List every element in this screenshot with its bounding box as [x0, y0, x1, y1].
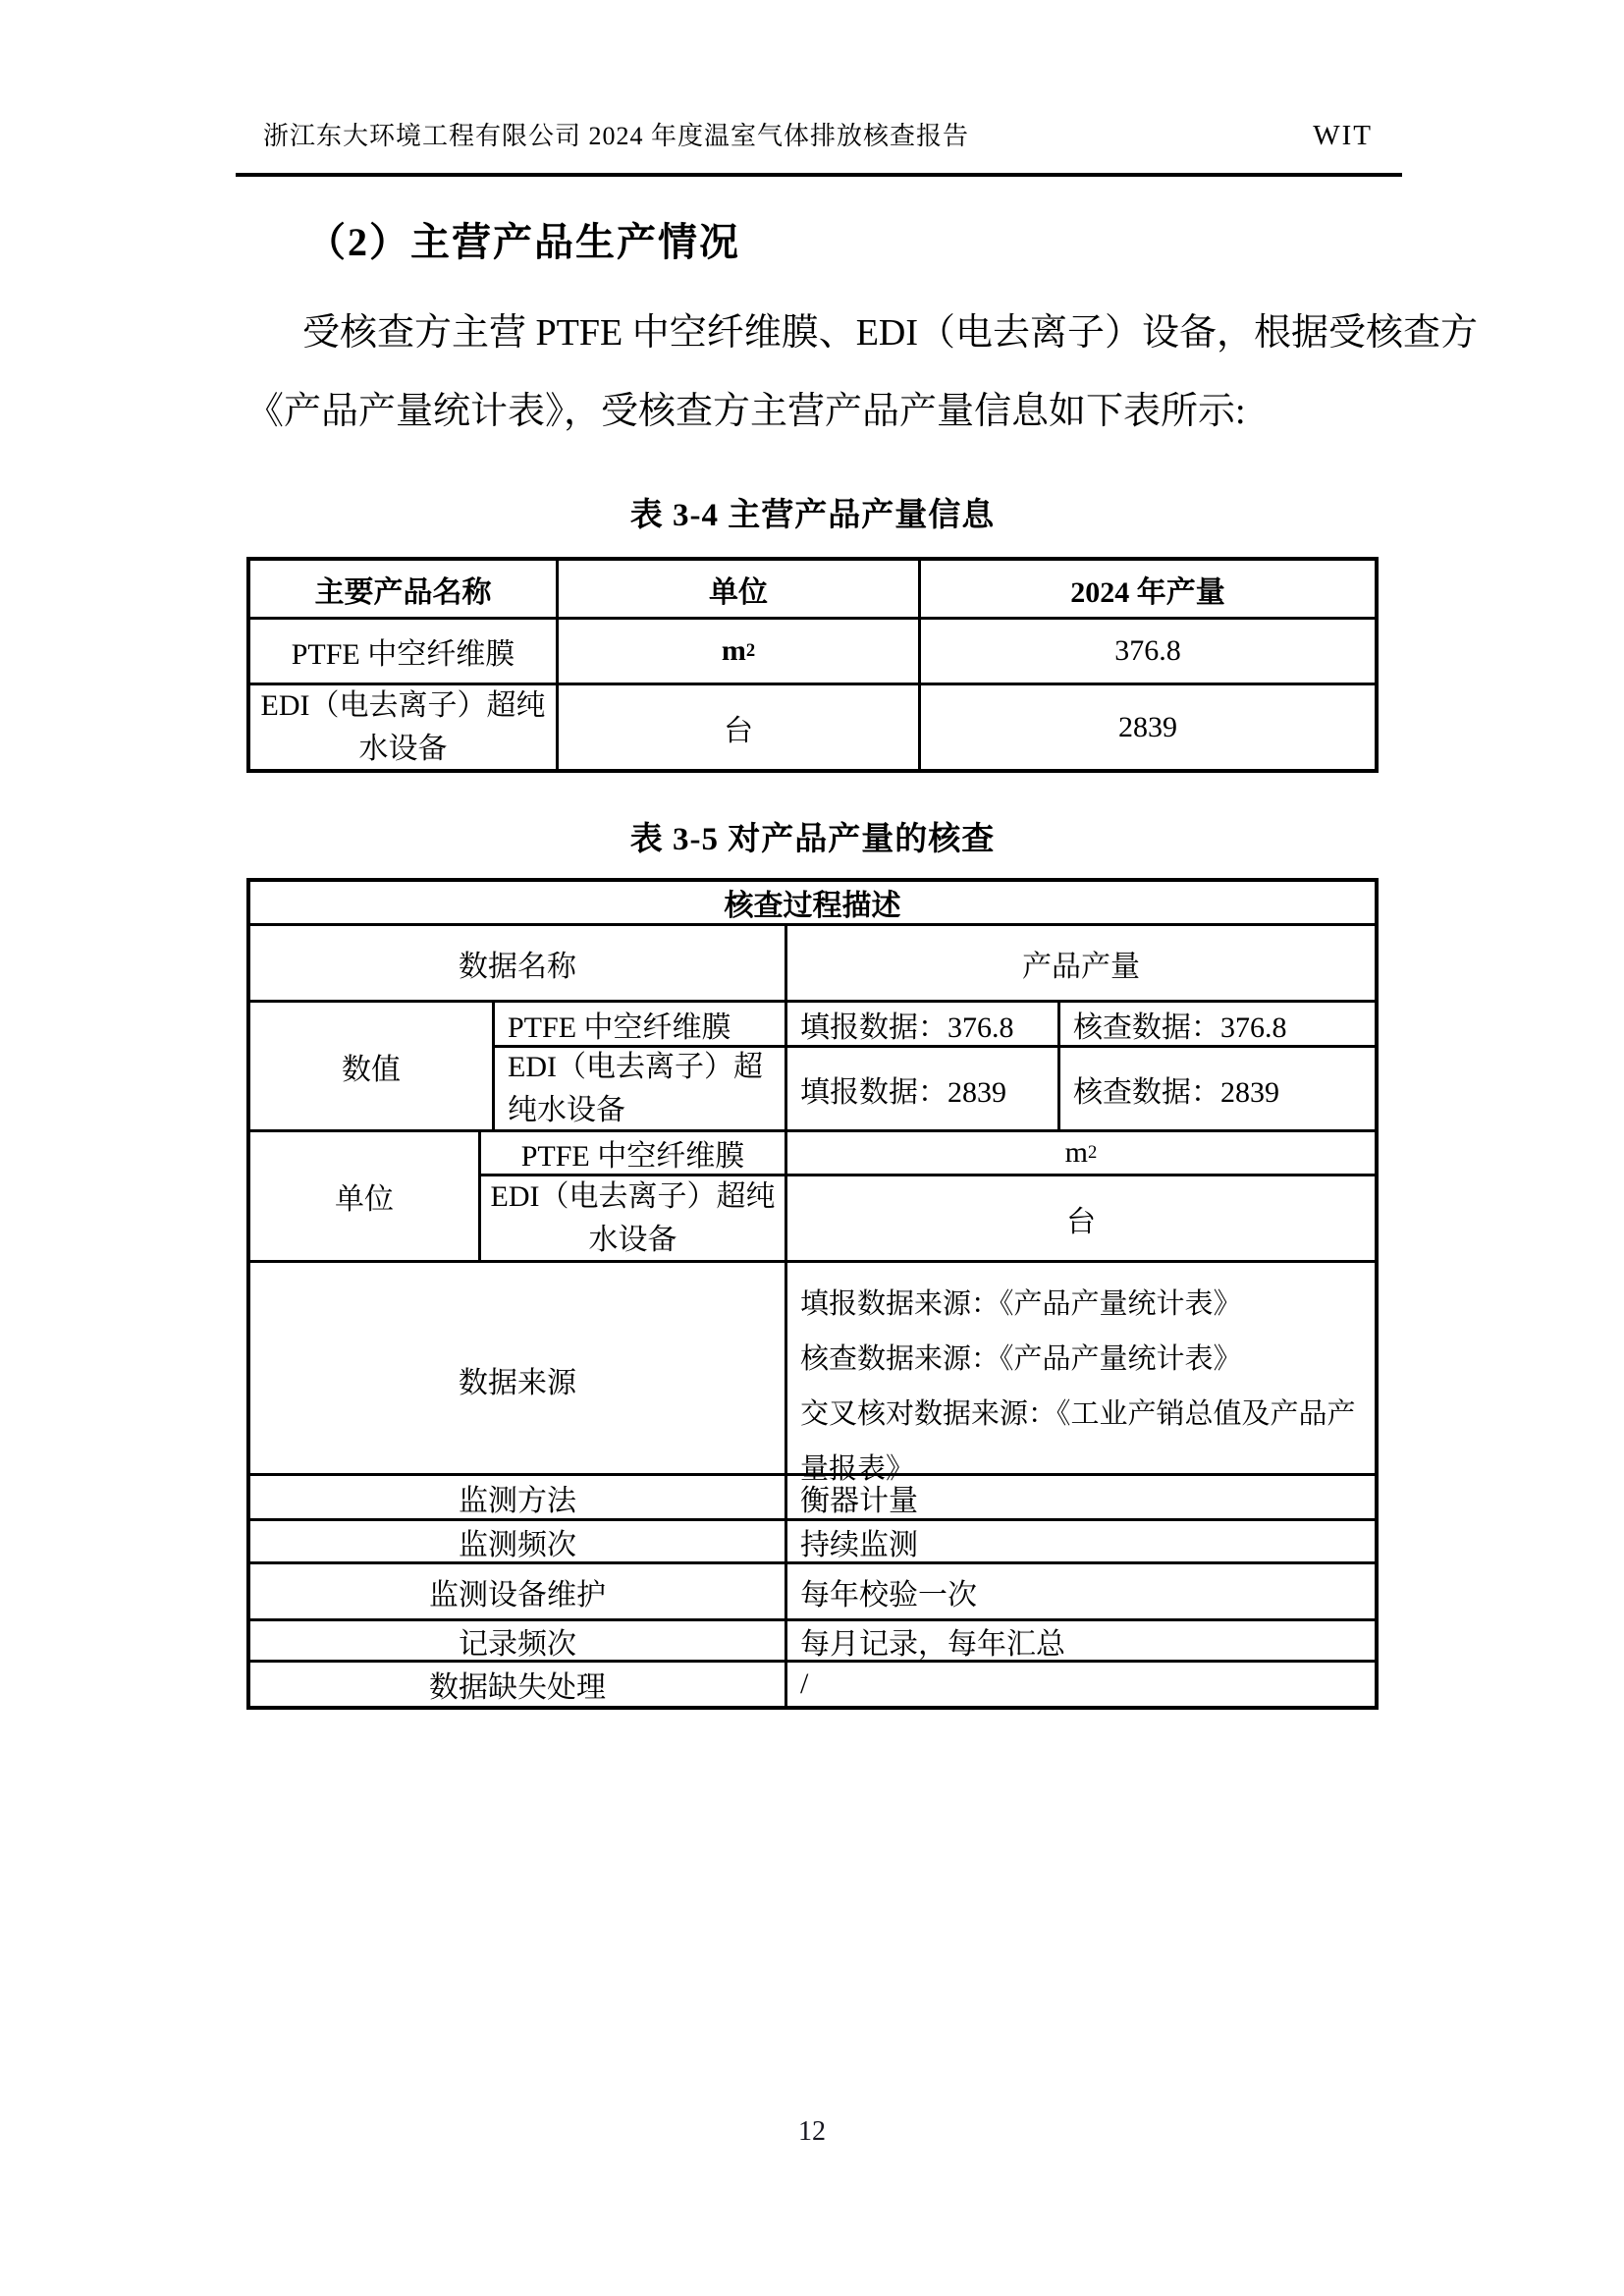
table-3-4 [246, 557, 1379, 773]
t5-row-monitor-frequency [250, 1521, 1375, 1564]
t5-process-header: 核查过程描述 [724, 890, 901, 922]
t5-row-record-frequency [250, 1621, 1375, 1663]
row-label: 监测设备维护 [250, 1564, 787, 1618]
source-line: 交叉核对数据来源：《工业产销总值及产品产量报表》 [800, 1398, 1356, 1485]
t5-units-section [250, 1132, 1375, 1263]
table-3-5-title: 表 3-5 对产品产量的核查 [629, 822, 996, 857]
t5-row-equipment-maintenance [250, 1564, 1375, 1621]
t5-data-name-label: 数据名称 [250, 926, 787, 1000]
t4-row2-output: 2839 [1118, 710, 1177, 743]
t4-col-header-unit: 单位 [559, 561, 921, 620]
t5-source-section [250, 1263, 1375, 1485]
t5-row-monitor-method [250, 1476, 1375, 1521]
section-heading: （2）主营产品生产情况 [306, 220, 740, 264]
header-title: 浙江东大环境工程有限公司 2024 年度温室气体排放核查报告 [263, 122, 970, 150]
t4-col-header-name: 主要产品名称 [250, 561, 559, 620]
t4-row2-unit [559, 685, 921, 769]
t5-values-row1-verified: 核查数据：376.8 [1060, 1003, 1375, 1048]
t5-values-row2-reported: 填报数据：2839 [787, 1048, 1060, 1129]
t5-values-section [250, 1003, 1375, 1132]
row-label: 监测频次 [250, 1521, 787, 1561]
unit-base: 台 [724, 714, 753, 747]
table-3-5 [246, 878, 1379, 1710]
header-rule [236, 173, 1402, 177]
t5-row-missing-data [250, 1663, 1375, 1706]
t5-values-label: 数值 [250, 1003, 495, 1129]
t4-col-header-output: 2024 年产量 [921, 561, 1375, 620]
t4-row1-name: PTFE 中空纤维膜 [250, 620, 559, 685]
t5-values-row2-verified: 核查数据：2839 [1073, 1075, 1279, 1109]
t5-data-name-value: 产品产量 [1022, 950, 1140, 983]
t4-row1-output: 376.8 [921, 620, 1375, 685]
t5-units-row1-unit: m 2 [787, 1132, 1375, 1176]
header-mark: WIT [1313, 120, 1373, 151]
unit-base: m [721, 634, 746, 667]
paragraph-line: 受核查方主营 PTFE 中空纤维膜、EDI（电去离子）设备，根据受核查方 [302, 312, 1479, 354]
t5-units-row2-product: EDI（电去离子）超纯水设备 [481, 1176, 787, 1260]
t5-values-row2-product: EDI（电去离子）超纯水设备 [495, 1048, 787, 1129]
t5-source-label: 数据来源 [250, 1263, 787, 1497]
body-paragraph [246, 294, 1479, 451]
row-value: 持续监测 [800, 1528, 918, 1561]
row-value: 衡器计量 [800, 1484, 918, 1517]
source-line: 填报数据来源：《产品产量统计表》 [800, 1288, 1242, 1320]
row-label: 监测方法 [250, 1476, 787, 1518]
t4-row2-name: EDI（电去离子）超纯水设备 [250, 685, 559, 769]
row-value: 每年校验一次 [800, 1578, 977, 1612]
row-value: 每月记录，每年汇总 [800, 1627, 1065, 1660]
t5-process-header-row [250, 882, 1375, 926]
row-value: / [800, 1667, 809, 1700]
t4-row1-unit: m 2 [559, 620, 921, 685]
t5-units-row1-product: PTFE 中空纤维膜 [481, 1132, 787, 1176]
unit-base: m [1064, 1136, 1089, 1169]
t5-units-row2-unit [787, 1176, 1375, 1260]
t5-source-value [787, 1263, 1375, 1497]
paragraph-line: 《产品产量统计表》，受核查方主营产品产量信息如下表所示: [246, 391, 1246, 432]
row-label: 记录频次 [250, 1621, 787, 1660]
t5-data-name-row [250, 926, 1375, 1003]
t5-units-label: 单位 [250, 1132, 481, 1260]
page-header [263, 116, 1373, 152]
t5-values-row1-reported: 填报数据：376.8 [787, 1003, 1060, 1048]
t5-values-row1-product: PTFE 中空纤维膜 [495, 1003, 787, 1048]
page-number: 12 [798, 2116, 826, 2147]
source-line: 核查数据来源：《产品产量统计表》 [800, 1343, 1242, 1375]
table-3-4-title: 表 3-4 主营产品产量信息 [629, 498, 996, 533]
row-label: 数据缺失处理 [250, 1663, 787, 1706]
unit-base: 台 [1066, 1205, 1096, 1238]
